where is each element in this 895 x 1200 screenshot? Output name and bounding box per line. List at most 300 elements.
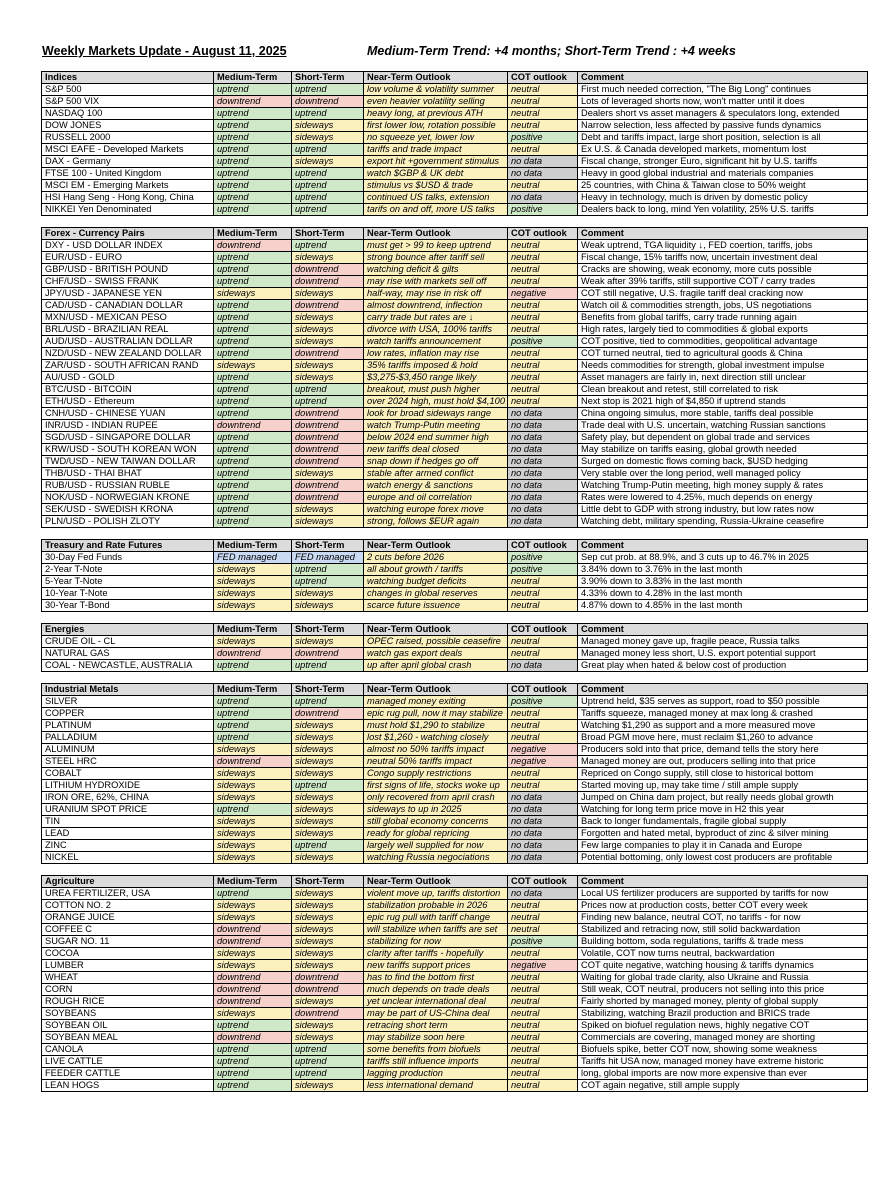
table-row: [42, 444, 868, 456]
table-row: [42, 1068, 868, 1080]
near-term-outlook: managed money exiting: [364, 696, 508, 708]
instrument-name: 10-Year T-Note: [42, 588, 214, 600]
short-term-trend: uptrend: [292, 564, 364, 576]
medium-term-trend: sideways: [214, 588, 292, 600]
near-term-outlook: watching europe forex move: [364, 504, 508, 516]
near-term-outlook: continued US talks, extension: [364, 192, 508, 204]
near-term-outlook: look for broad sideways range: [364, 408, 508, 420]
comment: Repriced on Congo supply, still close to historical bottom: [578, 768, 868, 780]
table-row: [42, 972, 868, 984]
near-term-outlook: watching deficit & gilts: [364, 264, 508, 276]
instrument-name: CORN: [42, 984, 214, 996]
table-row: [42, 336, 868, 348]
table-row: [42, 324, 868, 336]
table-row: [42, 108, 868, 120]
short-term-trend: sideways: [292, 804, 364, 816]
table-row: [42, 144, 868, 156]
instrument-name: RUB/USD - RUSSIAN RUBLE: [42, 480, 214, 492]
near-term-outlook: watch energy & sanctions: [364, 480, 508, 492]
section-title: Indices: [42, 72, 214, 84]
short-term-trend: uptrend: [292, 384, 364, 396]
medium-term-trend: downtrend: [214, 972, 292, 984]
instrument-name: 5-Year T-Note: [42, 576, 214, 588]
instrument-name: COCOA: [42, 948, 214, 960]
comment: Great play when hated & below cost of production: [578, 660, 868, 672]
medium-term-trend: sideways: [214, 780, 292, 792]
comment: Safety play, but dependent on global trade and services: [578, 432, 868, 444]
short-term-trend: sideways: [292, 900, 364, 912]
near-term-outlook: clarity after tariffs - hopefully: [364, 948, 508, 960]
table-row: [42, 468, 868, 480]
instrument-name: GBP/USD - BRITISH POUND: [42, 264, 214, 276]
instrument-name: NZD/USD - NEW ZEALAND DOLLAR: [42, 348, 214, 360]
near-term-outlook: watch gas export deals: [364, 648, 508, 660]
table-row: [42, 852, 868, 864]
near-term-outlook: watch $GBP & UK debt: [364, 168, 508, 180]
table-row: [42, 1020, 868, 1032]
short-term-trend: sideways: [292, 816, 364, 828]
instrument-name: CAD/USD - CANADIAN DOLLAR: [42, 300, 214, 312]
near-term-outlook: watching Russia negociations: [364, 852, 508, 864]
instrument-name: EUR/USD - EURO: [42, 252, 214, 264]
cot-outlook: no data: [508, 156, 578, 168]
cot-outlook: no data: [508, 408, 578, 420]
medium-term-trend: sideways: [214, 600, 292, 612]
short-term-trend: downtrend: [292, 972, 364, 984]
table-row: [42, 648, 868, 660]
column-header-near-term-outlook: Near-Term Outlook: [364, 624, 508, 636]
comment: long, global imports are now more expensive than ever: [578, 1068, 868, 1080]
near-term-outlook: must get > 99 to keep uptrend: [364, 240, 508, 252]
instrument-name: BRL/USD - BRAZILIAN REAL: [42, 324, 214, 336]
column-header-comment: Comment: [578, 540, 868, 552]
comment: 25 countries, with China & Taiwan close to 50% weight: [578, 180, 868, 192]
medium-term-trend: uptrend: [214, 804, 292, 816]
cot-outlook: negative: [508, 288, 578, 300]
medium-term-trend: sideways: [214, 960, 292, 972]
short-term-trend: sideways: [292, 252, 364, 264]
table-row: [42, 984, 868, 996]
instrument-name: LIVE CATTLE: [42, 1056, 214, 1068]
short-term-trend: sideways: [292, 132, 364, 144]
instrument-name: NOK/USD - NORWEGIAN KRONE: [42, 492, 214, 504]
cot-outlook: neutral: [508, 96, 578, 108]
short-term-trend: sideways: [292, 504, 364, 516]
short-term-trend: uptrend: [292, 84, 364, 96]
near-term-outlook: largely well supplied for now: [364, 840, 508, 852]
comment: Surged on domestic flows coming back, $USD hedging: [578, 456, 868, 468]
instrument-name: TIN: [42, 816, 214, 828]
near-term-outlook: must hold $1,290 to stabilize: [364, 720, 508, 732]
medium-term-trend: FED managed: [214, 552, 292, 564]
table-row: [42, 300, 868, 312]
instrument-name: ROUGH RICE: [42, 996, 214, 1008]
medium-term-trend: downtrend: [214, 1032, 292, 1044]
comment: High rates, largely tied to commodities & global exports: [578, 324, 868, 336]
cot-outlook: positive: [508, 132, 578, 144]
near-term-outlook: 35% tariffs imposed & hold: [364, 360, 508, 372]
short-term-trend: sideways: [292, 288, 364, 300]
comment: Spiked on biofuel regulation news, highly negative COT: [578, 1020, 868, 1032]
short-term-trend: downtrend: [292, 408, 364, 420]
short-term-trend: uptrend: [292, 696, 364, 708]
comment: Stabilized and retracing now, still solid backwardation: [578, 924, 868, 936]
short-term-trend: uptrend: [292, 576, 364, 588]
near-term-outlook: $3,275-$3,450 range likely: [364, 372, 508, 384]
instrument-name: CANOLA: [42, 1044, 214, 1056]
cot-outlook: neutral: [508, 984, 578, 996]
instrument-name: NATURAL GAS: [42, 648, 214, 660]
comment: Lots of leveraged shorts now, won't matter until it does: [578, 96, 868, 108]
short-term-trend: downtrend: [292, 348, 364, 360]
instrument-name: DAX - Germany: [42, 156, 214, 168]
cot-outlook: negative: [508, 960, 578, 972]
cot-outlook: no data: [508, 492, 578, 504]
column-header-cot-outlook: COT outlook: [508, 540, 578, 552]
short-term-trend: sideways: [292, 156, 364, 168]
short-term-trend: FED managed: [292, 552, 364, 564]
instrument-name: PALLADIUM: [42, 732, 214, 744]
instrument-name: TWD/USD - NEW TAIWAN DOLLAR: [42, 456, 214, 468]
comment: Commercials are covering, managed money are shorting: [578, 1032, 868, 1044]
medium-term-trend: sideways: [214, 288, 292, 300]
instrument-name: COTTON NO. 2: [42, 900, 214, 912]
short-term-trend: sideways: [292, 924, 364, 936]
comment: Asset managers are fairly in, next direction still unclear: [578, 372, 868, 384]
cot-outlook: neutral: [508, 180, 578, 192]
column-header-cot-outlook: COT outlook: [508, 876, 578, 888]
instrument-name: COAL - NEWCASTLE, AUSTRALIA: [42, 660, 214, 672]
short-term-trend: sideways: [292, 588, 364, 600]
short-term-trend: uptrend: [292, 660, 364, 672]
column-header-short-term: Short-Term: [292, 684, 364, 696]
medium-term-trend: uptrend: [214, 192, 292, 204]
short-term-trend: sideways: [292, 600, 364, 612]
column-header-near-term-outlook: Near-Term Outlook: [364, 228, 508, 240]
medium-term-trend: uptrend: [214, 348, 292, 360]
near-term-outlook: stable after armed conflict: [364, 468, 508, 480]
comment: China ongoing simulus, more stable, tariffs deal possible: [578, 408, 868, 420]
near-term-outlook: watch tariffs announcement: [364, 336, 508, 348]
table-row: [42, 708, 868, 720]
medium-term-trend: uptrend: [214, 504, 292, 516]
comment: Weak after 39% tariffs, still supportive COT / carry trades: [578, 276, 868, 288]
short-term-trend: sideways: [292, 756, 364, 768]
table-row: [42, 816, 868, 828]
medium-term-trend: uptrend: [214, 432, 292, 444]
near-term-outlook: neutral 50% tariffs impact: [364, 756, 508, 768]
table-row: [42, 936, 868, 948]
medium-term-trend: sideways: [214, 948, 292, 960]
comment: 3.84% down to 3.76% in the last month: [578, 564, 868, 576]
short-term-trend: sideways: [292, 852, 364, 864]
medium-term-trend: uptrend: [214, 180, 292, 192]
instrument-name: FTSE 100 - United Kingdom: [42, 168, 214, 180]
near-term-outlook: stabilization probable in 2026: [364, 900, 508, 912]
cot-outlook: neutral: [508, 732, 578, 744]
short-term-trend: uptrend: [292, 108, 364, 120]
cot-outlook: no data: [508, 432, 578, 444]
table-row: [42, 288, 868, 300]
medium-term-trend: uptrend: [214, 120, 292, 132]
medium-term-trend: uptrend: [214, 156, 292, 168]
table-row: [42, 900, 868, 912]
instrument-name: SUGAR NO. 11: [42, 936, 214, 948]
comment: Weak uptrend, TGA liquidity ↓, FED coertion, tariffs, jobs: [578, 240, 868, 252]
cot-outlook: neutral: [508, 360, 578, 372]
column-header-medium-term: Medium-Term: [214, 684, 292, 696]
comment: Debt and tariffs impact, large short position, selection is all: [578, 132, 868, 144]
medium-term-trend: downtrend: [214, 240, 292, 252]
comment: Uptrend held, $35 serves as support, road to $50 possible: [578, 696, 868, 708]
cot-outlook: neutral: [508, 276, 578, 288]
instrument-name: CRUDE OIL - CL: [42, 636, 214, 648]
medium-term-trend: sideways: [214, 636, 292, 648]
short-term-trend: downtrend: [292, 648, 364, 660]
short-term-trend: downtrend: [292, 444, 364, 456]
near-term-outlook: epic rug pull, now it may stabilize: [364, 708, 508, 720]
cot-outlook: neutral: [508, 348, 578, 360]
table-row: [42, 828, 868, 840]
medium-term-trend: uptrend: [214, 408, 292, 420]
near-term-outlook: will stabilize when tariffs are set: [364, 924, 508, 936]
medium-term-trend: uptrend: [214, 708, 292, 720]
report-header: [42, 44, 865, 62]
medium-term-trend: uptrend: [214, 444, 292, 456]
medium-term-trend: sideways: [214, 912, 292, 924]
medium-term-trend: uptrend: [214, 336, 292, 348]
cot-outlook: neutral: [508, 264, 578, 276]
cot-outlook: neutral: [508, 1068, 578, 1080]
medium-term-trend: sideways: [214, 768, 292, 780]
instrument-name: 30-Year T-Bond: [42, 600, 214, 612]
comment: Broad PGM move here, must reclaim $1,260 to advance: [578, 732, 868, 744]
table-row: [42, 732, 868, 744]
cot-outlook: positive: [508, 336, 578, 348]
medium-term-trend: uptrend: [214, 84, 292, 96]
comment: Fiscal change, 15% tariffs now, uncertain investment deal: [578, 252, 868, 264]
comment: Benefits from global tariffs, carry trade running again: [578, 312, 868, 324]
near-term-outlook: tariffs still influence imports: [364, 1056, 508, 1068]
near-term-outlook: changes in global reserves: [364, 588, 508, 600]
cot-outlook: neutral: [508, 1080, 578, 1092]
cot-outlook: neutral: [508, 1020, 578, 1032]
column-header-near-term-outlook: Near-Term Outlook: [364, 72, 508, 84]
comment: Clean breakout and retest, still correlated to risk: [578, 384, 868, 396]
near-term-outlook: lost $1,260 - watching closely: [364, 732, 508, 744]
cot-outlook: neutral: [508, 240, 578, 252]
column-header-short-term: Short-Term: [292, 72, 364, 84]
short-term-trend: uptrend: [292, 168, 364, 180]
near-term-outlook: below 2024 end summer high: [364, 432, 508, 444]
medium-term-trend: sideways: [214, 744, 292, 756]
column-header-short-term: Short-Term: [292, 876, 364, 888]
instrument-name: ZAR/USD - SOUTH AFRICAN RAND: [42, 360, 214, 372]
cot-outlook: neutral: [508, 324, 578, 336]
table-row: [42, 396, 868, 408]
instrument-name: ORANGE JUICE: [42, 912, 214, 924]
medium-term-trend: downtrend: [214, 924, 292, 936]
short-term-trend: downtrend: [292, 264, 364, 276]
column-header-cot-outlook: COT outlook: [508, 684, 578, 696]
table-treasury-and-rate-futures: [41, 539, 868, 612]
medium-term-trend: uptrend: [214, 696, 292, 708]
short-term-trend: downtrend: [292, 432, 364, 444]
column-header-comment: Comment: [578, 72, 868, 84]
short-term-trend: uptrend: [292, 1044, 364, 1056]
column-header-short-term: Short-Term: [292, 540, 364, 552]
short-term-trend: uptrend: [292, 780, 364, 792]
cot-outlook: neutral: [508, 1056, 578, 1068]
medium-term-trend: sideways: [214, 900, 292, 912]
instrument-name: SOYBEAN MEAL: [42, 1032, 214, 1044]
medium-term-trend: sideways: [214, 576, 292, 588]
instrument-name: AU/USD - GOLD: [42, 372, 214, 384]
table-row: [42, 432, 868, 444]
short-term-trend: sideways: [292, 792, 364, 804]
instrument-name: NICKEL: [42, 852, 214, 864]
near-term-outlook: less international demand: [364, 1080, 508, 1092]
near-term-outlook: divorce with USA, 100% tariffs: [364, 324, 508, 336]
cot-outlook: neutral: [508, 1032, 578, 1044]
cot-outlook: neutral: [508, 1008, 578, 1020]
instrument-name: SOYBEAN OIL: [42, 1020, 214, 1032]
cot-outlook: neutral: [508, 588, 578, 600]
short-term-trend: downtrend: [292, 276, 364, 288]
instrument-name: PLN/USD - POLISH ZLOTY: [42, 516, 214, 528]
near-term-outlook: up after april global crash: [364, 660, 508, 672]
cot-outlook: neutral: [508, 924, 578, 936]
column-header-cot-outlook: COT outlook: [508, 624, 578, 636]
short-term-trend: uptrend: [292, 396, 364, 408]
table-row: [42, 384, 868, 396]
table-row: [42, 888, 868, 900]
instrument-name: FEEDER CATTLE: [42, 1068, 214, 1080]
table-row: [42, 696, 868, 708]
cot-outlook: neutral: [508, 600, 578, 612]
comment: Forgotten and hated metal, byproduct of zinc & silver mining: [578, 828, 868, 840]
comment: Trade deal with U.S. uncertain, watching Russian sanctions: [578, 420, 868, 432]
instrument-name: SILVER: [42, 696, 214, 708]
medium-term-trend: downtrend: [214, 984, 292, 996]
cot-outlook: neutral: [508, 720, 578, 732]
near-term-outlook: watching budget deficits: [364, 576, 508, 588]
instrument-name: WHEAT: [42, 972, 214, 984]
table-row: [42, 504, 868, 516]
comment: Dealers short vs asset managers & speculators long, extended: [578, 108, 868, 120]
near-term-outlook: Congo supply restrictions: [364, 768, 508, 780]
comment: Watching Trump-Putin meeting, high money supply & rates: [578, 480, 868, 492]
cot-outlook: neutral: [508, 948, 578, 960]
cot-outlook: neutral: [508, 84, 578, 96]
cot-outlook: positive: [508, 204, 578, 216]
near-term-outlook: only recovered from april crash: [364, 792, 508, 804]
short-term-trend: uptrend: [292, 204, 364, 216]
instrument-name: SEK/USD - SWEDISH KRONA: [42, 504, 214, 516]
comment: Heavy in good global industrial and materials companies: [578, 168, 868, 180]
cot-outlook: neutral: [508, 576, 578, 588]
section-title: Forex - Currency Pairs: [42, 228, 214, 240]
comment: Very stable over the long period, well managed policy: [578, 468, 868, 480]
near-term-outlook: has to find the bottom first: [364, 972, 508, 984]
near-term-outlook: europe and oil correlation: [364, 492, 508, 504]
cot-outlook: neutral: [508, 396, 578, 408]
instrument-name: HSI Hang Seng - Hong Kong, China: [42, 192, 214, 204]
near-term-outlook: low rates, inflation may rise: [364, 348, 508, 360]
table-row: [42, 492, 868, 504]
column-header-medium-term: Medium-Term: [214, 228, 292, 240]
table-row: [42, 1080, 868, 1092]
table-row: [42, 552, 868, 564]
comment: Started moving up, may take time / still ample supply: [578, 780, 868, 792]
instrument-name: THB/USD - THAI BHAT: [42, 468, 214, 480]
cot-outlook: no data: [508, 444, 578, 456]
instrument-name: CHF/USD - SWISS FRANK: [42, 276, 214, 288]
comment: COT again negative, still ample supply: [578, 1080, 868, 1092]
medium-term-trend: uptrend: [214, 300, 292, 312]
instrument-name: LUMBER: [42, 960, 214, 972]
cot-outlook: no data: [508, 840, 578, 852]
short-term-trend: sideways: [292, 960, 364, 972]
medium-term-trend: uptrend: [214, 108, 292, 120]
cot-outlook: neutral: [508, 384, 578, 396]
table-header-row: [42, 540, 868, 552]
comment: Watch oil & commodities strength, jobs, US negotiations: [578, 300, 868, 312]
instrument-name: DOW JONES: [42, 120, 214, 132]
medium-term-trend: uptrend: [214, 1056, 292, 1068]
near-term-outlook: tarifs on and off, more US talks: [364, 204, 508, 216]
column-header-comment: Comment: [578, 624, 868, 636]
near-term-outlook: even heavier volatility selling: [364, 96, 508, 108]
cot-outlook: no data: [508, 660, 578, 672]
cot-outlook: no data: [508, 192, 578, 204]
instrument-name: KRW/USD - SOUTH KOREAN WON: [42, 444, 214, 456]
table-row: [42, 840, 868, 852]
table-row: [42, 564, 868, 576]
short-term-trend: sideways: [292, 720, 364, 732]
instrument-name: NASDAQ 100: [42, 108, 214, 120]
comment: Rates were lowered to 4.25%, much depends on energy: [578, 492, 868, 504]
near-term-outlook: almost no 50% tariffs impact: [364, 744, 508, 756]
short-term-trend: sideways: [292, 948, 364, 960]
medium-term-trend: sideways: [214, 828, 292, 840]
comment: Next stop is 2021 high of $4,850 if uptrend stands: [578, 396, 868, 408]
short-term-trend: sideways: [292, 888, 364, 900]
cot-outlook: neutral: [508, 1044, 578, 1056]
near-term-outlook: OPEC raised, possible ceasefire: [364, 636, 508, 648]
near-term-outlook: may be part of US-China deal: [364, 1008, 508, 1020]
medium-term-trend: uptrend: [214, 312, 292, 324]
cot-outlook: neutral: [508, 108, 578, 120]
near-term-outlook: some benefits from biofuels: [364, 1044, 508, 1056]
near-term-outlook: stimulus vs $USD & trade: [364, 180, 508, 192]
short-term-trend: sideways: [292, 312, 364, 324]
instrument-name: UREA FERTILIZER, USA: [42, 888, 214, 900]
table-forex-currency-pairs: [41, 227, 868, 528]
cot-outlook: no data: [508, 816, 578, 828]
near-term-outlook: retracing short term: [364, 1020, 508, 1032]
cot-outlook: neutral: [508, 972, 578, 984]
table-row: [42, 408, 868, 420]
instrument-name: ETH/USD - Ethereum: [42, 396, 214, 408]
short-term-trend: downtrend: [292, 480, 364, 492]
table-row: [42, 420, 868, 432]
short-term-trend: sideways: [292, 936, 364, 948]
instrument-name: ALUMINUM: [42, 744, 214, 756]
short-term-trend: sideways: [292, 336, 364, 348]
medium-term-trend: uptrend: [214, 456, 292, 468]
near-term-outlook: strong, follows $EUR again: [364, 516, 508, 528]
